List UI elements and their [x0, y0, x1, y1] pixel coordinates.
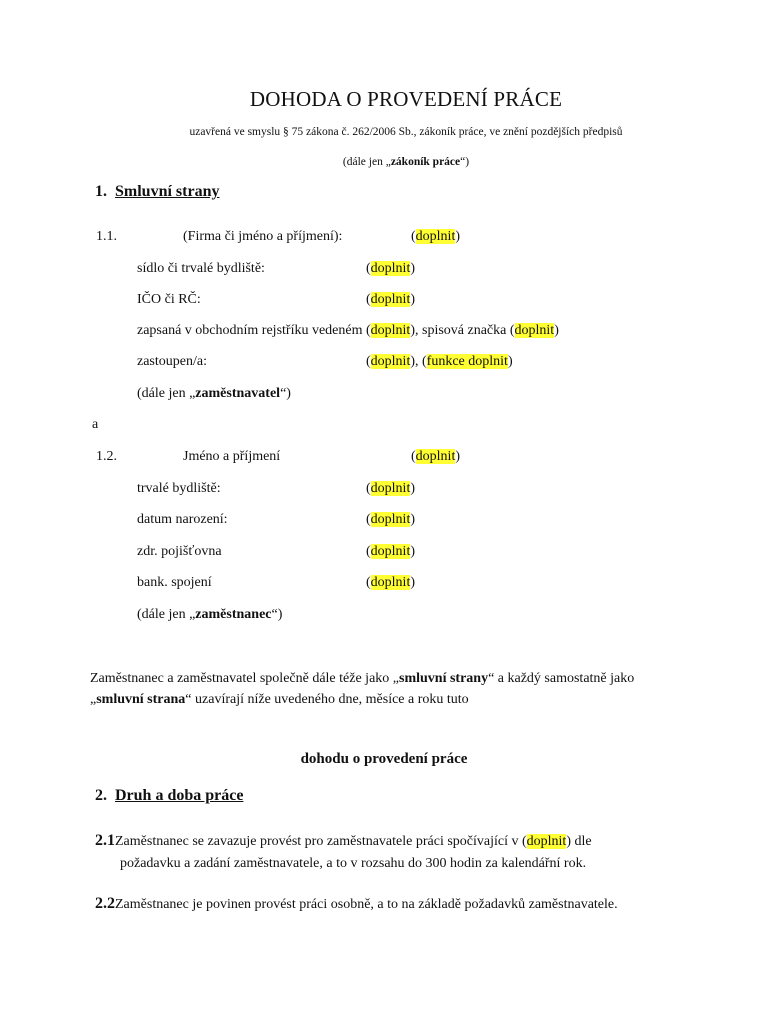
employee-alias: (dále jen „zaměstnanec“): [137, 607, 283, 622]
employee-bank-value: (doplnit): [366, 575, 416, 590]
employer-representative-value: (doplnit), (funkce doplnit): [366, 354, 513, 369]
document-subtitle: uzavřená ve smyslu § 75 zákona č. 262/2006 Sb., zákoník práce, ve znění pozdějších předpisů: [189, 126, 623, 138]
employee-bank-label: bank. spojení: [137, 575, 212, 590]
employee-name-value: (doplnit): [411, 449, 461, 464]
conjunction-and: a: [92, 417, 99, 432]
employer-representative-label: zastoupen/a:: [137, 354, 207, 369]
employer-name-label: (Firma či jméno a příjmení):: [183, 229, 343, 244]
document-title: DOHODA O PROVEDENÍ PRÁCE: [249, 87, 563, 111]
clause-number: 2.2: [95, 895, 115, 912]
employee-address-value: (doplnit): [366, 481, 416, 496]
employer-id-value: (doplnit): [366, 292, 416, 307]
clause-number: 2.1: [95, 832, 115, 849]
section-1-heading: [95, 183, 219, 201]
clause-number: 1.2.: [96, 449, 117, 464]
intro-paragraph: Zaměstnanec a zaměstnavatel společně dále téže jako „smluvní strany“ a každý samostatně jako „smluvní strana“ uzavírají níže uvedeného dne, měsíce a roku tuto: [90, 671, 635, 707]
clause-2-2: 2.2Zaměstnanec je povinen provést práci osobně, a to na základě požadavků zaměstnavatele.: [95, 895, 618, 912]
section-number: 1.: [95, 183, 107, 200]
employee-insurance-value: (doplnit): [366, 544, 416, 559]
employee-insurance-label: zdr. pojišťovna: [137, 544, 222, 559]
employer-alias: (dále jen „zaměstnavatel“): [137, 386, 291, 401]
employer-address-value: (doplnit): [366, 261, 416, 276]
employee-address-label: trvalé bydliště:: [137, 481, 221, 496]
clause-2-1: 2.1Zaměstnanec se zavazuje provést pro zaměstnavatele práci spočívající v (doplnit) dle požadavku a zadání zaměstnavatele, a to v rozsahu do 300 hodin za kalendářní rok.: [95, 832, 592, 871]
section-2-heading: [95, 787, 243, 805]
employer-id-label: IČO či RČ:: [137, 292, 201, 307]
employer-name-value: (doplnit): [411, 229, 461, 244]
employer-address-label: sídlo či trvalé bydliště:: [137, 261, 265, 276]
employee-name-label: Jméno a příjmení: [183, 449, 281, 464]
employee-birthdate-value: (doplnit): [366, 512, 416, 527]
employer-register-row: zapsaná v obchodním rejstříku vedeném (doplnit), spisová značka (doplnit): [137, 323, 559, 338]
employee-birthdate-label: datum narození:: [137, 512, 228, 527]
document-subtitle-alias: (dále jen „zákoník práce“): [342, 156, 470, 168]
section-number: 2.: [95, 787, 107, 804]
agreement-name-heading: dohodu o provedení práce: [300, 751, 468, 767]
section-title: Druh a doba práce: [115, 787, 244, 804]
section-title: Smluvní strany: [115, 183, 220, 200]
clause-number: 1.1.: [96, 229, 117, 244]
